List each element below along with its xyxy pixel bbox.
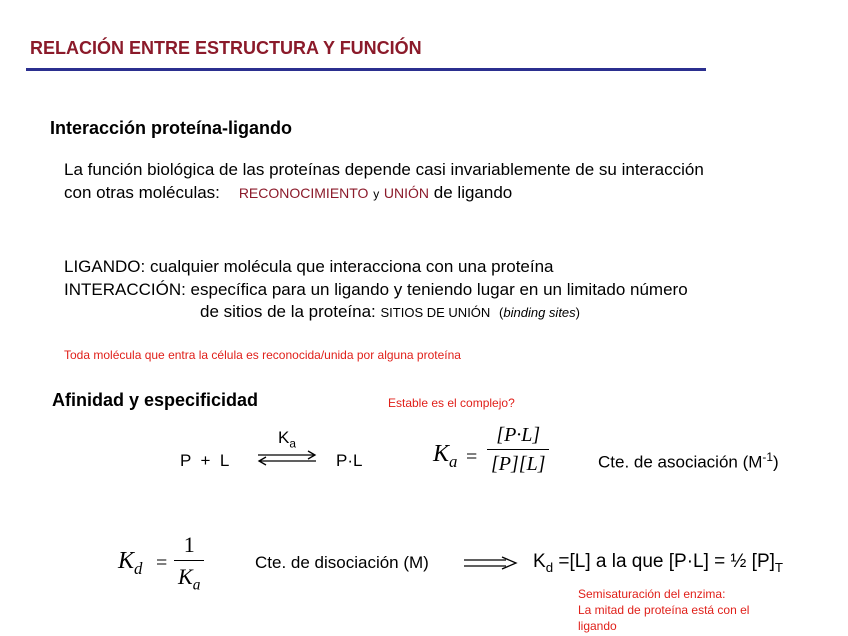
- ka-fraction: [487, 424, 549, 476]
- y-connector: y: [373, 187, 380, 201]
- section-heading-interaccion: Interacción proteína-ligando: [50, 118, 293, 138]
- interaccion-definition-line-2: [200, 302, 580, 322]
- reaction-reactants: P + L: [180, 451, 230, 470]
- ka-denominator: [P][L]: [491, 453, 546, 475]
- kd-result: [533, 551, 783, 575]
- semisaturation-line-2: La mitad de proteína está con el: [578, 603, 750, 617]
- reaction-k-subscript: a: [289, 436, 296, 451]
- semisaturation-line-1: Semisaturación del enzima:: [578, 587, 726, 601]
- page-title: RELACIÓN ENTRE ESTRUCTURA Y FUNCIÓN: [30, 38, 422, 58]
- ka-label-text: Cte. de asociación (M: [598, 452, 763, 472]
- semisaturation-line-3: ligando: [578, 619, 617, 633]
- intro-line-2-prefix: con otras moléculas:: [64, 183, 220, 202]
- recognition-note: Toda molécula que entra la célula es reconocida/unida por alguna proteína: [64, 348, 461, 362]
- binding-open-paren: (: [499, 305, 504, 320]
- ligando-definition: LIGANDO: cualquier molécula que interacciona con una proteína: [64, 257, 554, 276]
- ka-label: [598, 450, 779, 473]
- ka-symbol: [433, 441, 457, 472]
- kd-denominator: [174, 561, 204, 594]
- implies-arrow-icon: [462, 556, 520, 570]
- section-heading-afinidad: Afinidad y especificidad: [52, 390, 259, 410]
- binding-close-paren: ): [575, 305, 581, 320]
- intro-line-2-suffix: de ligando: [433, 183, 513, 202]
- kd-symbol: [118, 548, 142, 579]
- interaccion-definition-line-1: INTERACCIÓN: específica para un ligando y teniendo lugar en un limitado número: [64, 280, 688, 299]
- intro-line-1: La función biológica de las proteínas depende casi invariablemente de su interacción: [64, 160, 704, 179]
- reconocimiento-term: RECONOCIMIENTO: [238, 185, 369, 201]
- equilibrium-arrows-icon: [256, 450, 318, 466]
- kd-label: Cte. de disociación (M): [255, 553, 429, 572]
- ka-label-superscript: -1: [762, 450, 773, 464]
- sitios-de-union-term: SITIOS DE UNIÓN: [380, 305, 491, 320]
- reaction-k: K: [278, 428, 290, 447]
- kd-result-text: =[L] a la que [P·L] = ½ [P]: [553, 551, 775, 572]
- kd-k: K: [118, 548, 135, 574]
- ka-equals: =: [466, 446, 478, 468]
- reaction-rate-constant: [278, 428, 296, 450]
- kd-result-subscript: d: [545, 559, 554, 575]
- ka-subscript: a: [449, 451, 458, 471]
- title-underline: [26, 68, 706, 71]
- reaction-product: P·L: [336, 451, 363, 470]
- ka-k: K: [433, 441, 450, 467]
- ka-numerator: [P·L]: [496, 424, 541, 446]
- kd-denominator-k: K: [178, 564, 193, 589]
- kd-result-subscript-t: T: [774, 559, 784, 575]
- ka-label-close: ): [772, 452, 779, 472]
- intro-line-2: [64, 183, 512, 203]
- interaccion-line-2-prefix: de sitios de la proteína:: [200, 302, 376, 321]
- kd-denominator-subscript: a: [192, 576, 201, 594]
- kd-numerator: 1: [183, 532, 195, 557]
- stable-complex-note: Estable es el complejo?: [388, 396, 515, 410]
- kd-fraction: [174, 532, 204, 594]
- kd-result-k: K: [533, 551, 546, 572]
- union-term: UNIÓN: [383, 185, 430, 201]
- kd-subscript: d: [134, 558, 143, 578]
- kd-equals: =: [156, 552, 168, 574]
- binding-sites-term: binding sites: [503, 305, 576, 320]
